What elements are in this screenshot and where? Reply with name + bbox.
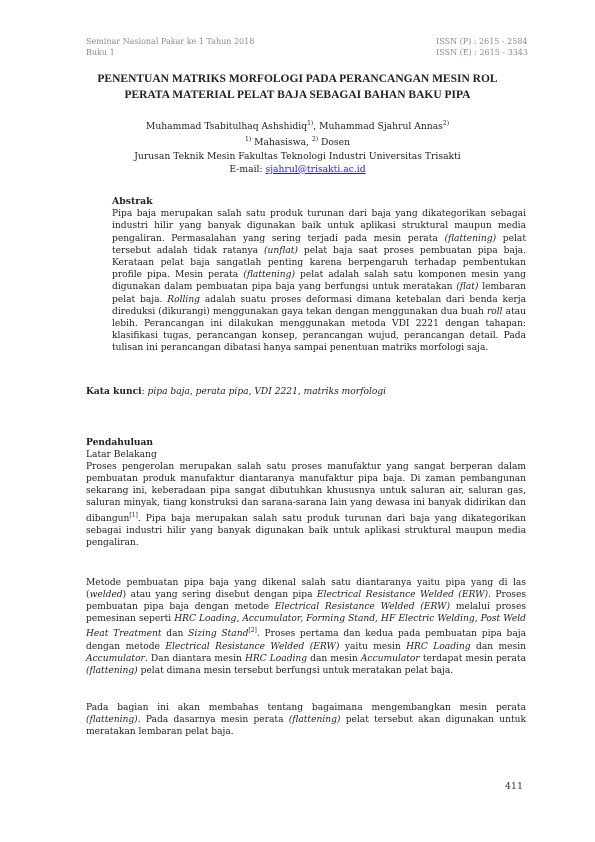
keywords-label: Kata kunci: [86, 386, 142, 397]
book-number: Buku 1: [86, 48, 115, 57]
keywords: Kata kunci: pipa baja, perata pipa, VDI 2221, matriks morfologi: [86, 386, 387, 397]
email-line: [80, 163, 515, 176]
issn-electronic: ISSN (E) : 2615 - 3343: [436, 48, 528, 57]
role-marker-2: 2): [311, 136, 319, 144]
title-line-2: PERATA MATERIAL PELAT BAJA SEBAGAI BAHAN BAKU PIPA: [124, 89, 471, 101]
role-lecturer: Dosen: [318, 137, 350, 149]
email-label: E-mail:: [229, 163, 266, 175]
paragraph-2: Metode pembuatan pipa baja yang dikenal salah satu diantaranya yaitu pipa yang di las (welded) atau yang sering disebut dengan pipa Electrical Resistance Welded (ERW). Proses pembuatan pipa baja dengan metode Electrical Resistance Welded (ERW) melalui proses pemesinan seperti HRC Loading, Accumulator, Forming Stand, HF Electric Welding, Post Weld Heat Treatment dan Sizing Stand[2]. Proses pertama dan kedua pada pembuatan pipa baja dengan metode Electrical Resistance Welded (ERW) yaitu mesin HRC Loading dan mesin Accumulator. Dan diantara mesin HRC Loading dan mesin Accumulator terdapat mesin perata (flattening) pelat dimana mesin tersebut berfungsi untuk meratakan pelat baja.: [86, 578, 527, 676]
abstract-section: [112, 196, 526, 355]
section-heading: Pendahuluan: [86, 437, 154, 448]
abstract-text: Pipa baja merupakan salah satu produk turunan dari baja yang dikategorikan sebagai industri hilir yang banyak digunakan baik untuk aplikasi struktural maupun media pengaliran. Permasalahan yang sering terjadi pada mesin perata (flattening) pelat tersebut adalah tidak ratanya (unflat) pelat baja saat proses pembuatan pipa baja. Kerataan pelat baja sangatlah penting karena berpengaruh terhadap pembentukan profile pipa. Mesin perata (flattening) pelat adalah salah satu komponen mesin yang digunakan dalam pembuatan pipa baja yang berfungsi untuk meratakan (flat) lembaran pelat baja. Rolling adalah suatu proses deformasi dimana ketebalan dari benda kerja direduksi (dikurangi) menggunakan gaya tekan dengan menggunakan dua buah roll atau lebih. Perancangan ini dilakukan menggunakan metoda VDI 2221 dengan tahapan: klasifikasi tugas, perancangan konsep, perancangan wujud, perancangan detail. Pada tulisan ini perancangan dibatasi hanya sampai penentuan matriks morfologi saja.: [112, 209, 527, 354]
subsection-heading: Latar Belakang: [86, 450, 157, 461]
page-number: 411: [504, 781, 523, 792]
running-header-right: [436, 36, 528, 58]
author-roles: [80, 133, 515, 149]
author-separator: ,: [313, 121, 320, 133]
author-2-marker: 2): [442, 120, 450, 127]
citation-1: [1]: [129, 511, 138, 519]
role-student: Mahasiswa,: [254, 137, 312, 149]
issn-print: ISSN (P) : 2615 - 2584: [436, 37, 528, 46]
paper-title: [70, 71, 525, 103]
author-1: Muhammad Tsabitulhaq Ashshidiq: [145, 121, 308, 133]
email-link[interactable]: sjahrul@trisakti.ac.id: [265, 163, 366, 175]
keywords-text: pipa baja, perata pipa, VDI 2221, matriks morfologi: [147, 387, 387, 397]
author-block: [80, 117, 515, 176]
conference-name: Seminar Nasional Pakar ke 1 Tahun 2018: [86, 37, 255, 46]
author-names: [80, 117, 515, 133]
introduction-section: [86, 437, 526, 549]
citation-2: [2]: [248, 627, 257, 635]
author-1-marker: 1): [307, 120, 314, 127]
paragraph-3: Pada bagian ini akan membahas tentang bagaimana mengembangkan mesin perata (flattening). Pada dasarnya mesin perata (flattening) pelat tersebut akan digunakan untuk meratakan lembaran pelat baja.: [86, 703, 526, 738]
running-header-left: [86, 36, 254, 58]
author-2: Muhammad Sjahrul Annas: [319, 121, 443, 133]
title-line-1: PENENTUAN MATRIKS MORFOLOGI PADA PERANCANGAN MESIN ROL: [97, 73, 498, 85]
abstract-heading: Abstrak: [112, 196, 153, 207]
paragraph-1: Proses pengerolan merupakan salah satu proses manufaktur yang sangat berperan dalam pembuatan produk manufaktur diantaranya manufaktur pipa baja. Di zaman pembangunan sekarang ini, keberadaan pipa sangat dibutuhkan khususnya untuk saluran air, saluran gas, saluran minyak, tiang konstruksi dan sarana-sarana lain yang dewasa ini banyak didirikan dan dibangun[1]. Pipa baja merupakan salah satu produk turunan dari baja yang dikategorikan sebagai industri hilir yang banyak digunakan baik untuk aplikasi struktural maupun media pengaliran.: [86, 462, 526, 548]
affiliation: Jurusan Teknik Mesin Fakultas Teknologi Industri Universitas Trisakti: [134, 150, 461, 162]
role-marker-1: 1): [245, 136, 252, 144]
